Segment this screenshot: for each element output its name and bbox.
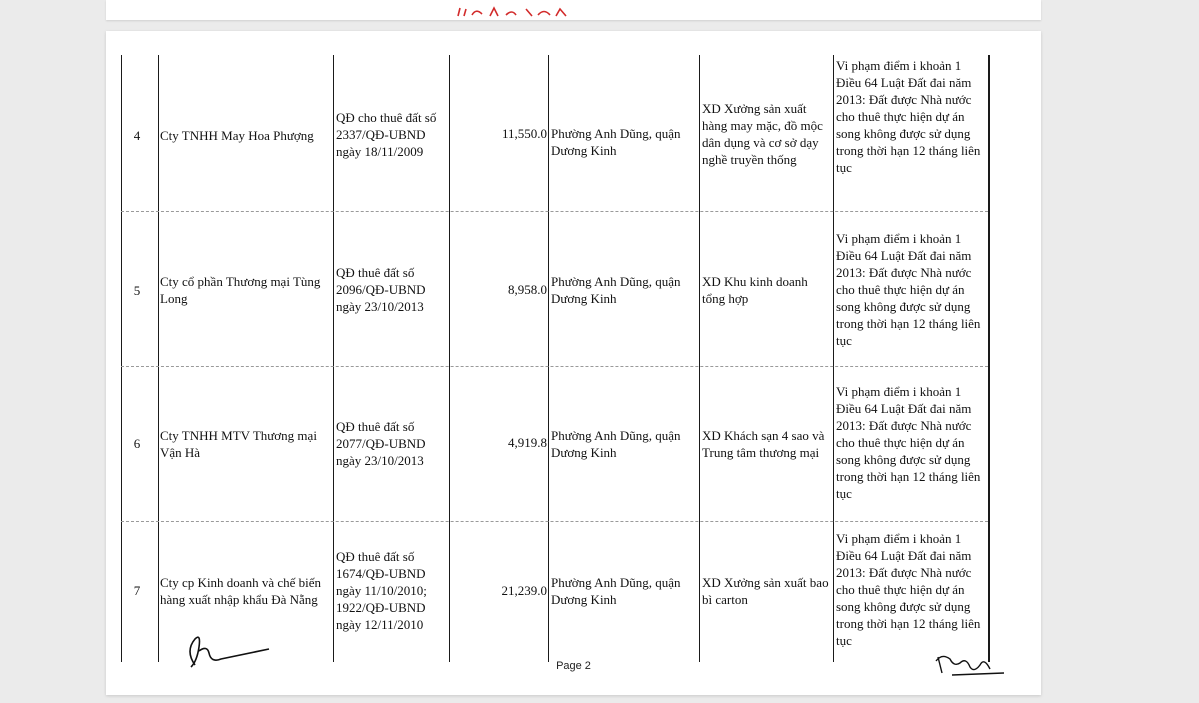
row-separator [121, 366, 988, 367]
column-border [449, 55, 450, 662]
previous-page-edge [106, 0, 1041, 20]
column-border [988, 55, 990, 662]
location-text: Phường Anh Dũng, quận Dương Kinh [551, 274, 681, 306]
page-number: Page 2 [556, 660, 591, 672]
violation-text: Vi phạm điểm i khoản 1 Điều 64 Luật Đất đai năm 2013: Đất được Nhà nước cho thuê thực hiện dự án song không được sử dụng trong thời hạn 12 tháng liên tục [836, 384, 981, 501]
company-name: Cty cp Kinh doanh và chế biến hàng xuất nhập khẩu Đà Nẵng [160, 575, 322, 607]
location-text: Phường Anh Dũng, quận Dương Kinh [551, 575, 681, 607]
company-name: Cty TNHH MTV Thương mại Vận Hà [160, 428, 317, 460]
purpose-text: XD Xưởng sản xuất bao bì carton [702, 575, 829, 607]
area-value: 8,958.0 [508, 282, 547, 297]
purpose-text: XD Khu kinh doanh tổng hợp [702, 274, 808, 306]
row-separator [121, 521, 988, 522]
location-text: Phường Anh Dũng, quận Dương Kinh [551, 428, 681, 460]
area-value: 11,550.0 [501, 126, 547, 141]
decision-text: QĐ thuê đất số 2077/QĐ-UBND ngày 23/10/2013 [336, 419, 426, 468]
row-number: 7 [133, 583, 141, 598]
decision-text: QĐ thuê đất số 1674/QĐ-UBND ngày 11/10/2010; 1922/QĐ-UBND ngày 12/11/2010 [336, 549, 427, 632]
column-border [158, 55, 159, 662]
red-stamp-fragment [456, 6, 576, 18]
row-separator [121, 211, 988, 212]
violation-text: Vi phạm điểm i khoản 1 Điều 64 Luật Đất đai năm 2013: Đất được Nhà nước cho thuê thực hiện dự án song không được sử dụng trong thời hạn 12 tháng liên tục [836, 58, 981, 175]
company-name: Cty cổ phần Thương mại Tùng Long [160, 274, 321, 306]
company-name: Cty TNHH May Hoa Phượng [160, 128, 314, 143]
violation-text: Vi phạm điểm i khoản 1 Điều 64 Luật Đất đai năm 2013: Đất được Nhà nước cho thuê thực hiện dự án song không được sử dụng trong thời hạn 12 tháng liên tục [836, 531, 981, 648]
purpose-text: XD Xưởng sản xuất hàng may mặc, đồ mộc dân dụng và cơ sở dạy nghề truyền thống [702, 101, 823, 167]
column-border [833, 55, 834, 662]
decision-text: QĐ cho thuê đất số 2337/QĐ-UBND ngày 18/11/2009 [336, 110, 437, 159]
area-value: 4,919.8 [508, 435, 547, 450]
document-page [106, 31, 1041, 695]
area-value: 21,239.0 [501, 583, 547, 598]
location-text: Phường Anh Dũng, quận Dương Kinh [551, 126, 681, 158]
violation-text: Vi phạm điểm i khoản 1 Điều 64 Luật Đất đai năm 2013: Đất được Nhà nước cho thuê thực hiện dự án song không được sử dụng trong thời hạn 12 tháng liên tục [836, 231, 981, 348]
purpose-text: XD Khách sạn 4 sao và Trung tâm thương mại [702, 428, 825, 460]
column-border [121, 55, 122, 662]
column-border [548, 55, 549, 662]
row-number: 6 [133, 436, 141, 451]
row-number: 5 [133, 283, 141, 298]
column-border [333, 55, 334, 662]
decision-text: QĐ thuê đất số 2096/QĐ-UBND ngày 23/10/2013 [336, 265, 426, 314]
column-border [699, 55, 700, 662]
row-number: 4 [133, 128, 141, 143]
